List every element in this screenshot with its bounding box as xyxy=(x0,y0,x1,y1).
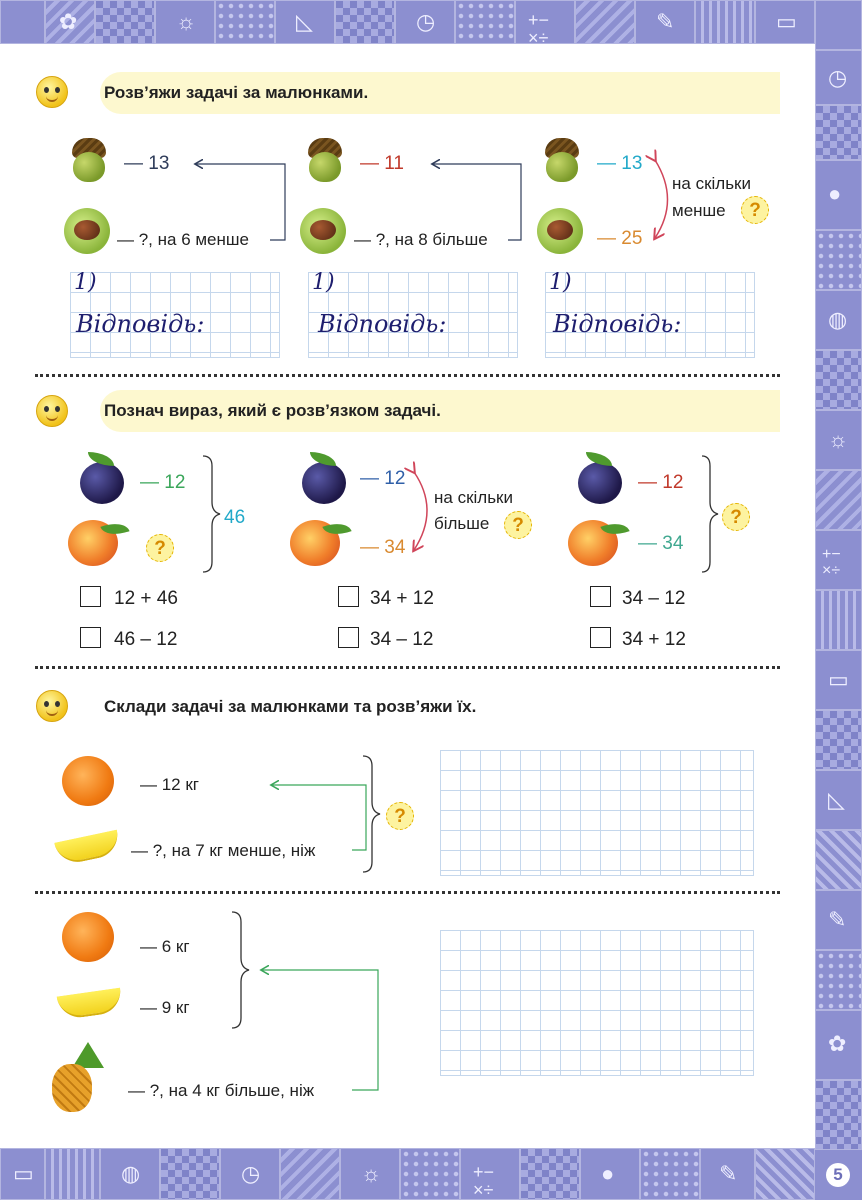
p1-bottom-text: — ?, на 6 менше xyxy=(117,230,249,249)
answer-label: Відповідь: xyxy=(318,310,447,338)
question-mark-icon: ? xyxy=(722,503,750,531)
answer-label: Відповідь: xyxy=(76,310,205,338)
s1-total: 46 xyxy=(224,507,246,528)
p3-compare-text: на скільки xyxy=(672,174,751,193)
s2-option-2: 34 – 12 xyxy=(370,629,434,650)
step-label: 1) xyxy=(549,270,572,295)
lightbulb-icon: ☼ xyxy=(828,427,849,452)
t3p2-orange: — 6 кг xyxy=(140,937,190,956)
task3-arrows xyxy=(0,740,862,1120)
globe-icon: ◍ xyxy=(121,1161,141,1186)
p3-bottom-value: — 25 xyxy=(597,228,643,249)
step-label: 1) xyxy=(312,270,335,295)
task3-heading: Склади задачі за малюнками та розв’яжи їх. xyxy=(104,697,477,716)
t3p1-orange: — 12 кг xyxy=(140,775,199,794)
t3p1-banana: — ?, на 7 кг менше, ніж xyxy=(131,841,316,860)
s2-plum-value: — 12 xyxy=(360,468,406,489)
globe-icon: ◍ xyxy=(828,307,848,332)
s2-peach-value: — 34 xyxy=(360,537,406,558)
answer-checkbox[interactable] xyxy=(338,627,359,648)
divider xyxy=(35,374,780,377)
chestnut-leaf-icon: ✿ xyxy=(828,1031,847,1056)
clock-icon: ◷ xyxy=(241,1161,261,1186)
clock-icon: ◷ xyxy=(828,65,848,90)
s1-option-2: 46 – 12 xyxy=(114,629,178,650)
t3p2-banana: — 9 кг xyxy=(140,998,190,1017)
answer-checkbox[interactable] xyxy=(590,586,611,607)
s1-plum-value: — 12 xyxy=(140,472,186,493)
question-mark-icon: ? xyxy=(146,534,174,562)
page-number: 5 xyxy=(826,1163,850,1187)
smiley-icon xyxy=(36,395,68,427)
smiley-icon xyxy=(36,690,68,722)
answer-checkbox[interactable] xyxy=(80,586,101,607)
clock-icon: ◷ xyxy=(416,9,436,34)
lightbulb-icon: ☼ xyxy=(361,1161,382,1186)
task1-arrows xyxy=(0,0,862,300)
question-mark-icon: ? xyxy=(741,196,769,224)
task2-braces xyxy=(0,440,862,580)
s2-option-1: 34 + 12 xyxy=(370,588,434,609)
set-square-icon: ◺ xyxy=(296,9,313,34)
s2-compare-text: на скільки xyxy=(434,488,513,507)
apple-icon: ● xyxy=(601,1161,615,1186)
p3-compare-text2: менше xyxy=(672,201,726,220)
set-square-icon: ◺ xyxy=(828,787,845,812)
book-icon: ▭ xyxy=(828,667,849,692)
apple-icon: ● xyxy=(828,181,842,206)
p1-top-value: — 13 xyxy=(124,153,170,174)
answer-checkbox[interactable] xyxy=(590,627,611,648)
p2-top-value: — 11 xyxy=(360,153,405,174)
book-icon: ▭ xyxy=(776,9,797,34)
palette-icon: ✎ xyxy=(828,907,847,932)
math-signs-icon: +− ×÷ xyxy=(528,10,550,48)
p3-top-value: — 13 xyxy=(597,153,643,174)
divider xyxy=(35,666,780,669)
p2-bottom-text: — ?, на 8 більше xyxy=(354,230,488,249)
chestnut-leaf-icon: ✿ xyxy=(59,9,78,34)
answer-checkbox[interactable] xyxy=(80,627,101,648)
s1-option-1: 12 + 46 xyxy=(114,588,178,609)
question-mark-icon: ? xyxy=(504,511,532,539)
math-signs-icon: +− ×÷ xyxy=(473,1162,495,1200)
s3-plum-value: — 12 xyxy=(638,472,684,493)
s3-option-1: 34 – 12 xyxy=(622,588,686,609)
task2-heading: Познач вираз, який є розв’язком задачі. xyxy=(104,401,441,420)
bottom-border xyxy=(0,1148,815,1200)
task1-heading: Розв’яжи задачі за малюнками. xyxy=(104,83,369,102)
t3p2-pineapple: — ?, на 4 кг більше, ніж xyxy=(128,1081,315,1100)
step-label: 1) xyxy=(74,270,97,295)
s3-peach-value: — 34 xyxy=(638,533,684,554)
math-signs-icon: +− ×÷ xyxy=(822,546,841,579)
palette-icon: ✎ xyxy=(656,9,675,34)
question-mark-icon: ? xyxy=(386,802,414,830)
lightbulb-icon: ☼ xyxy=(176,9,197,34)
answer-label: Відповідь: xyxy=(553,310,682,338)
book-icon: ▭ xyxy=(13,1161,34,1186)
palette-icon: ✎ xyxy=(719,1161,738,1186)
answer-checkbox[interactable] xyxy=(338,586,359,607)
s2-compare-text2: більше xyxy=(434,514,490,533)
s3-option-2: 34 + 12 xyxy=(622,629,686,650)
